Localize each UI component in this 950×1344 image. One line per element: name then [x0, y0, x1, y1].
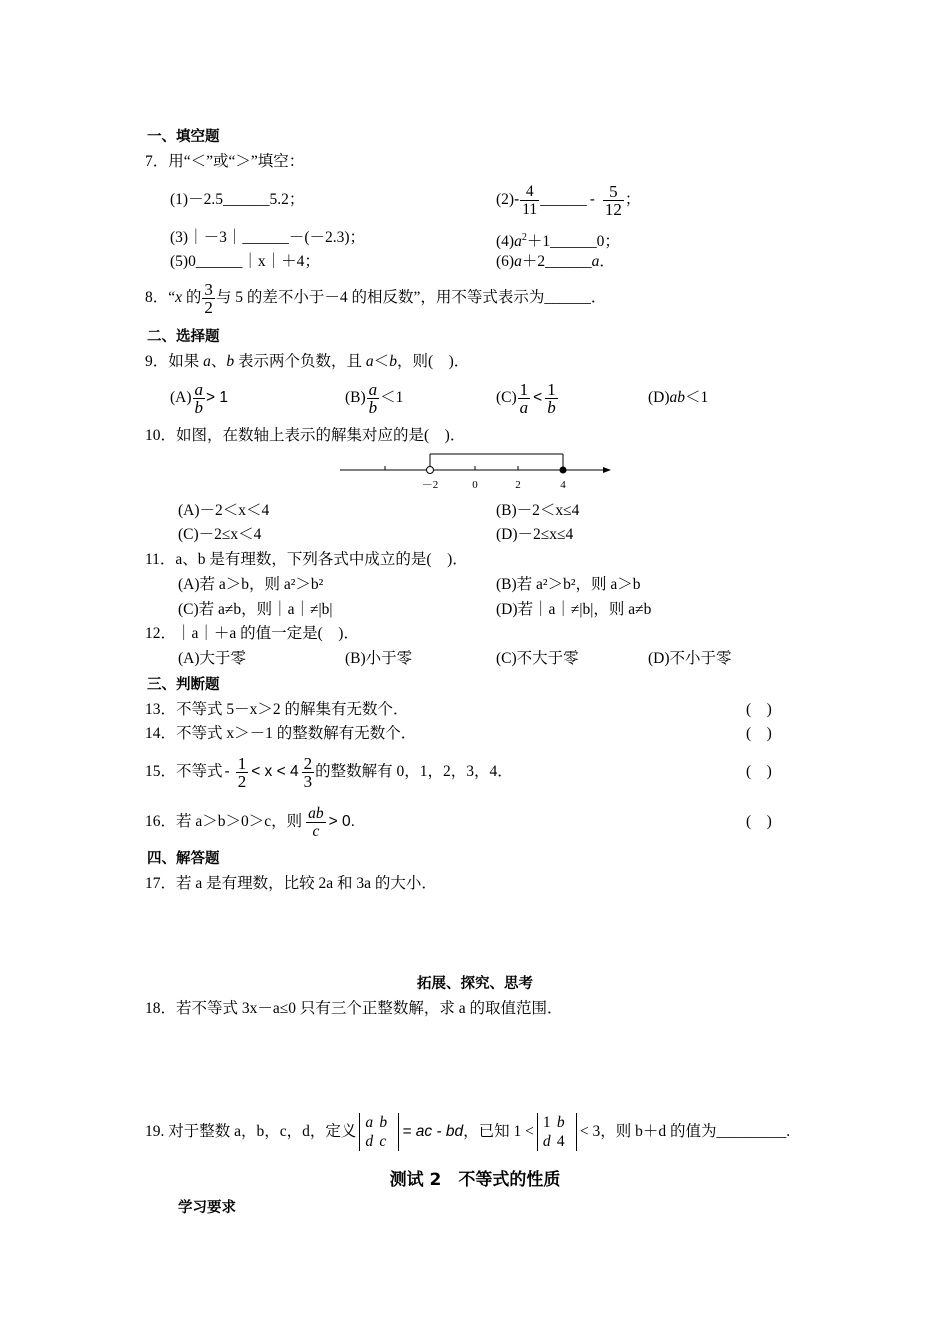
q15: 15．不等式 - $\frac{1}{2}$ < x < 4 $\frac{2}{3}$ 的整数解有 0，1，2，3，4．	[145, 753, 513, 791]
q7-frac-4-11: $\frac{4}{11}$	[522, 182, 538, 218]
section-answer: 四、解答题	[147, 851, 220, 867]
q12-option-b[interactable]: (B)小于零	[345, 650, 413, 667]
extend-heading: 拓展、探究、思考	[417, 976, 533, 992]
q14-answer-paren[interactable]: ( )	[746, 725, 772, 742]
frac-1-over-a: $\frac{1}{a}$	[519, 379, 529, 417]
q9-option-b[interactable]: (B) $\frac{a}{b}$ ＜1	[345, 379, 404, 417]
q10-option-b[interactable]: (B)－2＜x≤4	[496, 502, 580, 519]
q7-part2: (2) - $\frac{4}{11}$ ______ - $\frac{5}{12}$ ；	[496, 181, 641, 219]
q15-answer-paren[interactable]: ( )	[746, 763, 772, 780]
q12-option-c[interactable]: (C)不大于零	[496, 650, 579, 667]
q19: 19. 对于整数 a，b，c，d，定义 a b d c = ac - bd ，已知 1 < 1 b d 4 < 3，则 b＋d 的值为_________.	[145, 1114, 791, 1150]
q11-option-d[interactable]: (D)若｜a｜≠|b|，则 a≠b	[496, 601, 652, 618]
frac-1-over-b: $\frac{1}{b}$	[547, 379, 556, 417]
q9-option-c[interactable]: (C) $\frac{1}{a}$ < $\frac{1}{b}$	[496, 379, 556, 417]
filled-circle-icon	[560, 467, 567, 474]
q12-stem: 12．｜a｜＋a 的值一定是( )．	[145, 625, 359, 642]
q11-option-b[interactable]: (B)若 a²＞b²，则 a＞b	[496, 576, 641, 593]
tick-label: 4	[560, 479, 566, 491]
section-choice: 二、选择题	[147, 329, 220, 345]
q15-frac-1-2: $\frac{1}{2}$	[237, 753, 247, 791]
tick-label: －2	[421, 479, 439, 491]
minus-sign: -	[589, 191, 595, 208]
q9-stem: 9．如果 a、b 表示两个负数，且 a＜b，则( )．	[145, 353, 470, 370]
q13-answer-paren[interactable]: ( )	[746, 701, 772, 718]
section-fill-blank: 一、填空题	[147, 129, 220, 145]
q16-answer-paren[interactable]: ( )	[746, 813, 772, 830]
q12-option-a[interactable]: (A)大于零	[178, 650, 247, 667]
q11-option-c[interactable]: (C)若 a≠b，则｜a｜≠|b|	[178, 601, 333, 618]
q10-stem: 10．如图，在数轴上表示的解集对应的是( )．	[145, 427, 466, 444]
q9-option-a[interactable]: (A) $\frac{a}{b}$ > 1	[170, 379, 229, 417]
q10-option-c[interactable]: (C)－2≤x＜4	[178, 526, 262, 543]
test2-title: 测试 2 不等式的性质	[389, 1170, 561, 1190]
q15-frac-2-3: $\frac{2}{3}$	[303, 753, 313, 791]
tick-label: 0	[472, 479, 478, 491]
tick-label: 2	[515, 479, 521, 491]
test2-subheading: 学习要求	[178, 1200, 236, 1216]
q7-frac-5-12: $\frac{5}{12}$	[604, 181, 622, 219]
q18: 18．若不等式 3x－a≤0 只有三个正整数解，求 a 的取值范围．	[145, 1000, 563, 1017]
determinant-1bd4: 1 b d 4	[537, 1113, 577, 1151]
frac-a-over-b: $\frac{a}{b}$	[194, 379, 204, 417]
q14: 14．不等式 x＞－1 的整数解有无数个．	[145, 725, 417, 742]
determinant-abdc: a b d c	[359, 1113, 399, 1151]
section-judge: 三、判断题	[147, 677, 220, 693]
number-line-figure	[335, 448, 615, 496]
q10-option-d[interactable]: (D)－2≤x≤4	[496, 526, 574, 543]
q7-part2-blank: ______	[540, 191, 587, 208]
q8-frac-3-2: $\frac{3}{2}$	[204, 279, 213, 317]
q9-option-d[interactable]: (D)ab＜1	[648, 389, 709, 406]
q7-part3: (3)｜－3｜______－(－2.3)；	[170, 229, 366, 246]
q10-option-a[interactable]: (A)－2＜x＜4	[178, 502, 270, 519]
q8: 8．“ x 的 $\frac{3}{2}$ 与 5 的差不小于－4 的相反数”，用不等式表示为______．	[145, 279, 607, 317]
q7-part5: (5)0______｜x｜＋4；	[170, 253, 320, 270]
q11-stem: 11．a、b 是有理数，下列各式中成立的是( )．	[145, 551, 468, 568]
axis-arrow-icon	[603, 467, 611, 473]
open-circle-icon	[427, 467, 434, 474]
q7-part4: $(4)a^2+1\_\_\_\_\_\_0$；	[496, 232, 620, 251]
q7-part1: (1)－2.5______5.2；	[170, 191, 305, 208]
frac-a-over-b: $\frac{a}{b}$	[368, 379, 378, 417]
q7-stem: 7．用“＜”或“＞”填空：	[145, 153, 305, 170]
q16-frac-ab-c: $\frac{ab}{c}$	[308, 804, 324, 840]
q11-option-a[interactable]: (A)若 a＞b，则 a²＞b²	[178, 576, 324, 593]
q17: 17．若 a 是有理数，比较 2a 和 3a 的大小．	[145, 875, 437, 892]
q7-part6: (6)a＋2______a．	[496, 253, 615, 270]
q16: 16．若 a＞b＞0＞c，则 $\frac{ab}{c}$ > 0.	[145, 804, 355, 840]
q7-part2-label: (2)	[496, 191, 515, 208]
q12-option-d[interactable]: (D)不小于零	[648, 650, 732, 667]
minus-sign: -	[514, 191, 520, 208]
q13: 13．不等式 5－x＞2 的解集有无数个．	[145, 701, 409, 718]
